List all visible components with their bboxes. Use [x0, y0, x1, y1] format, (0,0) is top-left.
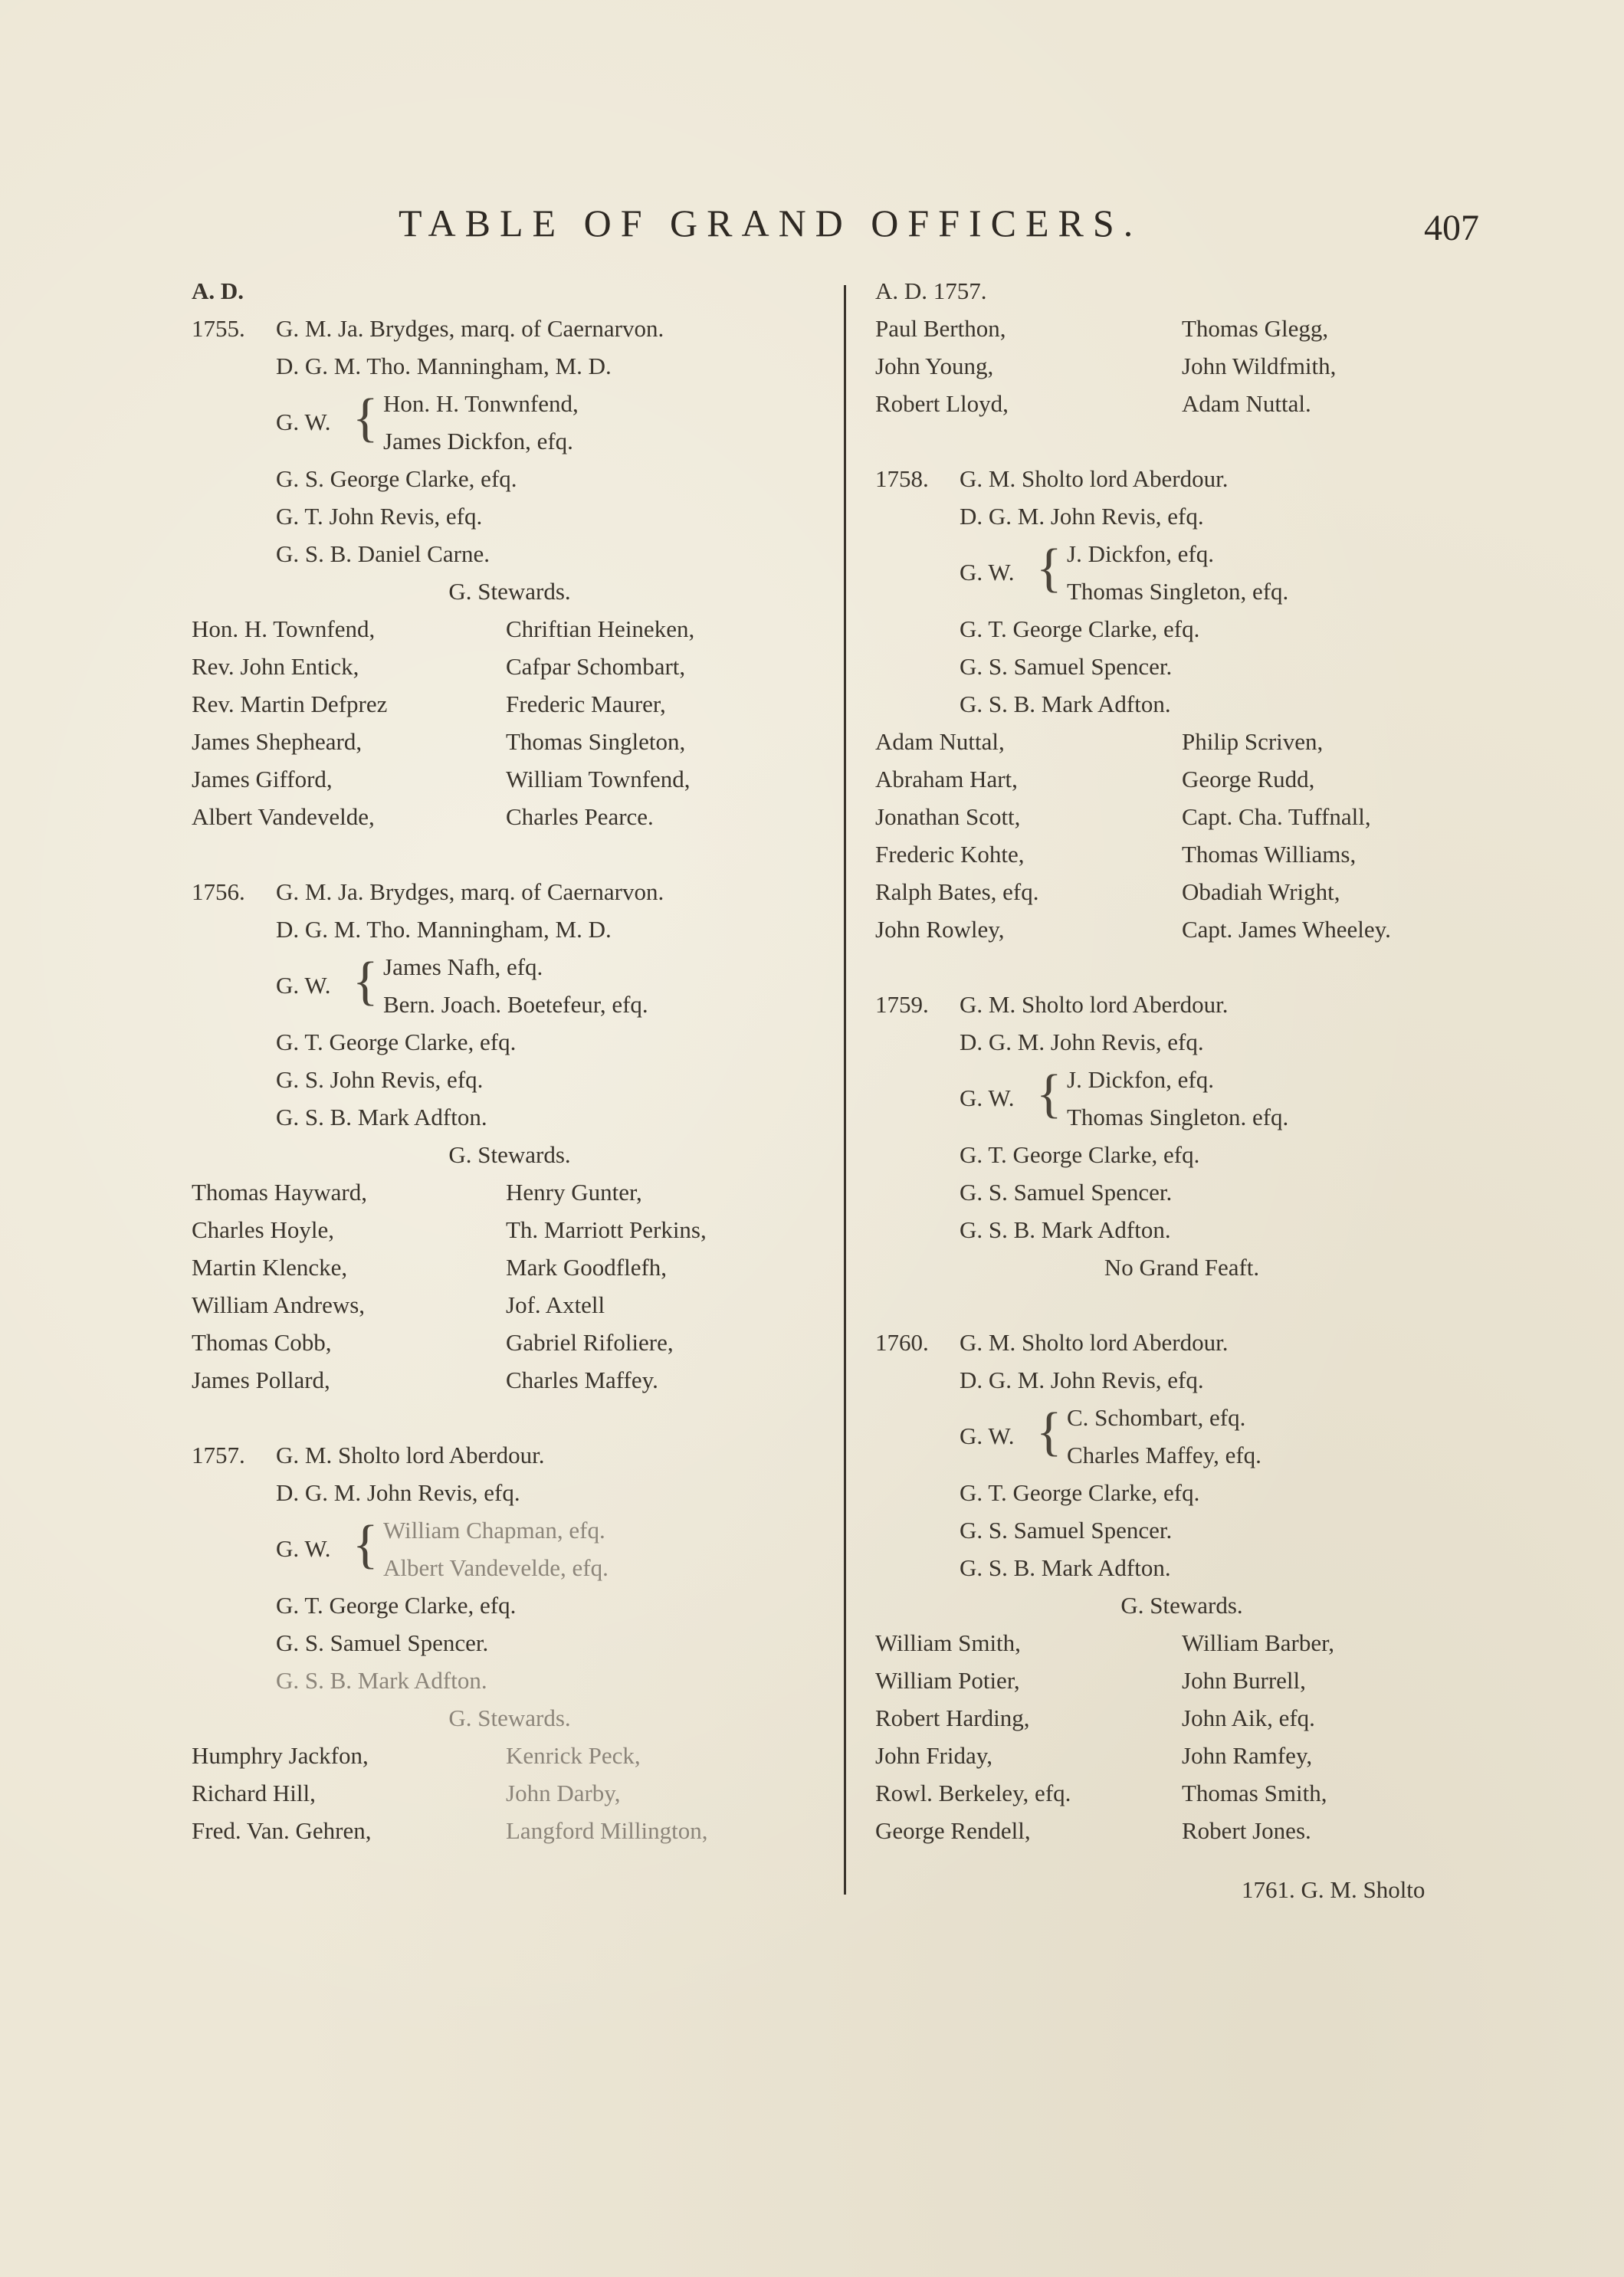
steward-name: William Townfend,	[506, 766, 691, 792]
steward-name: Abraham Hart,	[875, 766, 1018, 792]
steward-name: John Aik, efq.	[1182, 1704, 1315, 1731]
dgm-line: D. G. M. John Revis, efq.	[276, 1479, 520, 1506]
entry-1758-gm	[875, 460, 1488, 497]
steward-row	[875, 798, 1488, 835]
steward-name: George Rendell,	[875, 1817, 1031, 1844]
steward-row	[192, 1812, 828, 1849]
steward-row	[875, 835, 1488, 873]
gw-name: James Dickfon, efq.	[383, 428, 573, 454]
grand-wardens	[875, 1061, 1488, 1136]
steward-name: Chriftian Heineken,	[506, 615, 695, 642]
steward-name: Charles Pearce.	[506, 803, 654, 830]
steward-name: William Andrews,	[192, 1291, 366, 1318]
gs-line: G. S. Samuel Spencer.	[960, 653, 1173, 680]
gm-line: G. M. Sholto lord Aberdour.	[960, 991, 1229, 1018]
gt-line: G. T. George Clarke, efq.	[960, 615, 1200, 642]
steward-name: Robert Jones.	[1182, 1817, 1311, 1844]
steward-row	[875, 723, 1488, 760]
catchword: 1761. G. M. Sholto	[1242, 1876, 1426, 1903]
steward-name: William Potier,	[875, 1667, 1020, 1694]
steward-name: Capt. James Wheeley.	[1182, 916, 1391, 943]
steward-name: Philip Scriven,	[1182, 728, 1324, 755]
gw-label: G. W.	[960, 559, 1015, 586]
steward-row	[875, 1699, 1488, 1737]
dgm-line: D. G. M. Tho. Manningham, M. D.	[276, 353, 612, 379]
entry-1756-gm	[192, 873, 828, 910]
brace-glyph: {	[1036, 539, 1062, 598]
gm-line: G. M. Sholto lord Aberdour.	[960, 465, 1229, 492]
steward-name: Thomas Singleton,	[506, 728, 686, 755]
steward-name: Rev. Martin Defprez	[192, 691, 388, 717]
steward-row	[875, 347, 1488, 385]
steward-row	[875, 910, 1488, 948]
steward-row	[192, 1774, 828, 1812]
entry-1757-gm	[192, 1436, 828, 1474]
gsb-line: G. S. B. Mark Adfton.	[960, 691, 1171, 717]
gs-line: G. S. George Clarke, efq.	[276, 465, 517, 492]
gt-line: G. T. George Clarke, efq.	[960, 1479, 1200, 1506]
steward-row	[875, 1662, 1488, 1699]
steward-name: Charles Hoyle,	[192, 1216, 334, 1243]
dgm-line: D. G. M. John Revis, efq.	[960, 503, 1204, 530]
steward-row	[875, 760, 1488, 798]
steward-name: Kenrick Peck,	[506, 1742, 641, 1769]
gw-label: G. W.	[276, 1535, 331, 1562]
steward-name: Robert Lloyd,	[875, 390, 1009, 417]
steward-name: Jonathan Scott,	[875, 803, 1021, 830]
gt-line: G. T. John Revis, efq.	[276, 503, 483, 530]
brace-glyph: {	[1036, 1065, 1062, 1124]
gsb-line: G. S. B. Mark Adfton.	[276, 1104, 487, 1130]
stewards-heading: G. Stewards.	[448, 1704, 571, 1731]
year-label: 1758.	[875, 465, 929, 492]
gm-line: G. M. Ja. Brydges, marq. of Caernarvon.	[276, 878, 664, 905]
steward-name: Cafpar Schombart,	[506, 653, 686, 680]
gsb-line: G. S. B. Mark Adfton.	[960, 1216, 1171, 1243]
gw-name: C. Schombart, efq.	[1067, 1404, 1246, 1431]
steward-name: Charles Maffey.	[506, 1367, 658, 1393]
gt-line: G. T. George Clarke, efq.	[276, 1029, 517, 1055]
steward-row	[192, 798, 828, 835]
steward-name: James Gifford,	[192, 766, 333, 792]
steward-name: Thomas Smith,	[1182, 1780, 1327, 1806]
gw-name: Hon. H. Tonwnfend,	[383, 390, 579, 417]
steward-name: Thomas Williams,	[1182, 841, 1357, 868]
steward-row	[875, 1737, 1488, 1774]
gw-label: G. W.	[276, 972, 331, 999]
steward-name: James Shepheard,	[192, 728, 363, 755]
grand-wardens	[192, 385, 828, 460]
steward-row	[192, 1286, 828, 1324]
steward-row	[192, 685, 828, 723]
gsb-line: G. S. B. Mark Adfton.	[960, 1554, 1171, 1581]
steward-name: John Darby,	[506, 1780, 621, 1806]
steward-name: Jof. Axtell	[506, 1291, 605, 1318]
year-label: 1760.	[875, 1329, 929, 1356]
steward-row	[192, 1361, 828, 1399]
year-label: 1756.	[192, 878, 245, 905]
steward-row	[192, 1211, 828, 1248]
steward-name: James Pollard,	[192, 1367, 330, 1393]
brace-glyph: {	[353, 1515, 379, 1574]
dgm-line: D. G. M. John Revis, efq.	[960, 1367, 1204, 1393]
steward-row	[192, 1248, 828, 1286]
steward-row	[192, 1173, 828, 1211]
gs-line: G. S. Samuel Spencer.	[960, 1517, 1173, 1544]
steward-row	[875, 1812, 1488, 1849]
gw-name: J. Dickfon, efq.	[1067, 1066, 1214, 1093]
gw-name: James Nafh, efq.	[383, 953, 543, 980]
gm-line: G. M. Sholto lord Aberdour.	[276, 1442, 545, 1468]
spacer	[875, 948, 1488, 986]
steward-name: Mark Goodflefh,	[506, 1254, 668, 1281]
gsb-line: G. S. B. Mark Adfton.	[276, 1667, 487, 1694]
entry-1755-gm	[192, 310, 828, 347]
gw-name: Thomas Singleton. efq.	[1067, 1104, 1289, 1130]
steward-name: Langford Millington,	[506, 1817, 708, 1844]
year-label: 1757.	[192, 1442, 245, 1468]
grand-wardens	[875, 1399, 1488, 1474]
steward-name: Gabriel Rifoliere,	[506, 1329, 674, 1356]
gs-line: G. S. John Revis, efq.	[276, 1066, 484, 1093]
gs-line: G. S. Samuel Spencer.	[276, 1629, 489, 1656]
ad-heading: A. D. 1757.	[875, 277, 987, 304]
stewards-heading: G. Stewards.	[1120, 1592, 1243, 1619]
gs-line: G. S. Samuel Spencer.	[960, 1179, 1173, 1206]
steward-name: John Wildfmith,	[1182, 353, 1337, 379]
gw-name: J. Dickfon, efq.	[1067, 540, 1214, 567]
steward-name: John Rowley,	[875, 916, 1005, 943]
steward-name: Capt. Cha. Tuffnall,	[1182, 803, 1371, 830]
no-feast-note: No Grand Feaft.	[1104, 1254, 1260, 1281]
steward-name: George Rudd,	[1182, 766, 1315, 792]
steward-name: Adam Nuttal.	[1182, 390, 1311, 417]
grand-wardens	[192, 948, 828, 1023]
gm-line: G. M. Sholto lord Aberdour.	[960, 1329, 1229, 1356]
stewards-heading: G. Stewards.	[448, 578, 571, 605]
gw-name: Charles Maffey, efq.	[1067, 1442, 1261, 1468]
steward-name: William Smith,	[875, 1629, 1021, 1656]
steward-name: John Burrell,	[1182, 1667, 1306, 1694]
steward-row	[192, 1737, 828, 1774]
steward-name: Humphry Jackfon,	[192, 1742, 369, 1769]
steward-name: Frederic Kohte,	[875, 841, 1025, 868]
steward-name: Richard Hill,	[192, 1780, 316, 1806]
spacer	[875, 422, 1488, 460]
brace-glyph: {	[1036, 1403, 1062, 1462]
gm-line: G. M. Ja. Brydges, marq. of Caernarvon.	[276, 315, 664, 342]
brace-glyph: {	[353, 389, 379, 448]
gw-name: Albert Vandevelde, efq.	[383, 1554, 609, 1581]
steward-name: Adam Nuttal,	[875, 728, 1005, 755]
steward-name: William Barber,	[1182, 1629, 1334, 1656]
steward-name: Thomas Glegg,	[1182, 315, 1329, 342]
grand-wardens	[192, 1511, 828, 1586]
steward-name: Obadiah Wright,	[1182, 878, 1340, 905]
steward-name: Fred. Van. Gehren,	[192, 1817, 372, 1844]
steward-name: John Friday,	[875, 1742, 992, 1769]
steward-name: Rowl. Berkeley, efq.	[875, 1780, 1071, 1806]
entry-1759-gm	[875, 986, 1488, 1023]
spacer	[192, 835, 828, 873]
year-label: 1759.	[875, 991, 929, 1018]
page-header	[0, 201, 1624, 254]
dgm-line: D. G. M. Tho. Manningham, M. D.	[276, 916, 612, 943]
entry-1760-gm	[875, 1324, 1488, 1361]
gt-line: G. T. George Clarke, efq.	[276, 1592, 517, 1619]
ad-heading: A. D.	[192, 277, 244, 304]
gw-label: G. W.	[960, 1084, 1015, 1111]
steward-name: Ralph Bates, efq.	[875, 878, 1039, 905]
gw-label: G. W.	[960, 1422, 1015, 1449]
steward-row	[192, 723, 828, 760]
gw-label: G. W.	[276, 408, 331, 435]
steward-name: Thomas Cobb,	[192, 1329, 332, 1356]
stewards-heading: G. Stewards.	[448, 1141, 571, 1168]
year-label: 1755.	[192, 315, 245, 342]
steward-name: Martin Klencke,	[192, 1254, 348, 1281]
steward-name: John Ramfey,	[1182, 1742, 1313, 1769]
steward-name: Hon. H. Townfend,	[192, 615, 376, 642]
steward-row	[192, 760, 828, 798]
steward-row	[875, 1774, 1488, 1812]
brace-glyph: {	[353, 952, 379, 1011]
steward-name: Robert Harding,	[875, 1704, 1030, 1731]
steward-name: John Young,	[875, 353, 994, 379]
grand-wardens	[875, 535, 1488, 610]
steward-row	[875, 385, 1488, 422]
gw-name: William Chapman, efq.	[383, 1517, 605, 1544]
gt-line: G. T. George Clarke, efq.	[960, 1141, 1200, 1168]
right-column	[875, 272, 1488, 1849]
steward-name: Rev. John Entick,	[192, 653, 359, 680]
gw-name: Thomas Singleton, efq.	[1067, 578, 1289, 605]
page-number: 407	[1424, 208, 1479, 248]
left-column	[192, 272, 828, 1849]
spacer	[875, 1286, 1488, 1324]
steward-row	[192, 1324, 828, 1361]
steward-row	[875, 310, 1488, 347]
running-title: TABLE OF GRAND OFFICERS.	[399, 202, 1143, 244]
dgm-line: D. G. M. John Revis, efq.	[960, 1029, 1204, 1055]
steward-name: Albert Vandevelde,	[192, 803, 375, 830]
gsb-line: G. S. B. Daniel Carne.	[276, 540, 490, 567]
column-divider	[844, 285, 846, 1895]
steward-row	[192, 648, 828, 685]
steward-name: Th. Marriott Perkins,	[506, 1216, 707, 1243]
steward-name: Henry Gunter,	[506, 1179, 642, 1206]
steward-row	[875, 873, 1488, 910]
steward-name: Paul Berthon,	[875, 315, 1006, 342]
spacer	[192, 1399, 828, 1436]
steward-name: Thomas Hayward,	[192, 1179, 367, 1206]
steward-row	[875, 1624, 1488, 1662]
steward-name: Frederic Maurer,	[506, 691, 666, 717]
steward-row	[192, 610, 828, 648]
gw-name: Bern. Joach. Boetefeur, efq.	[383, 991, 648, 1018]
